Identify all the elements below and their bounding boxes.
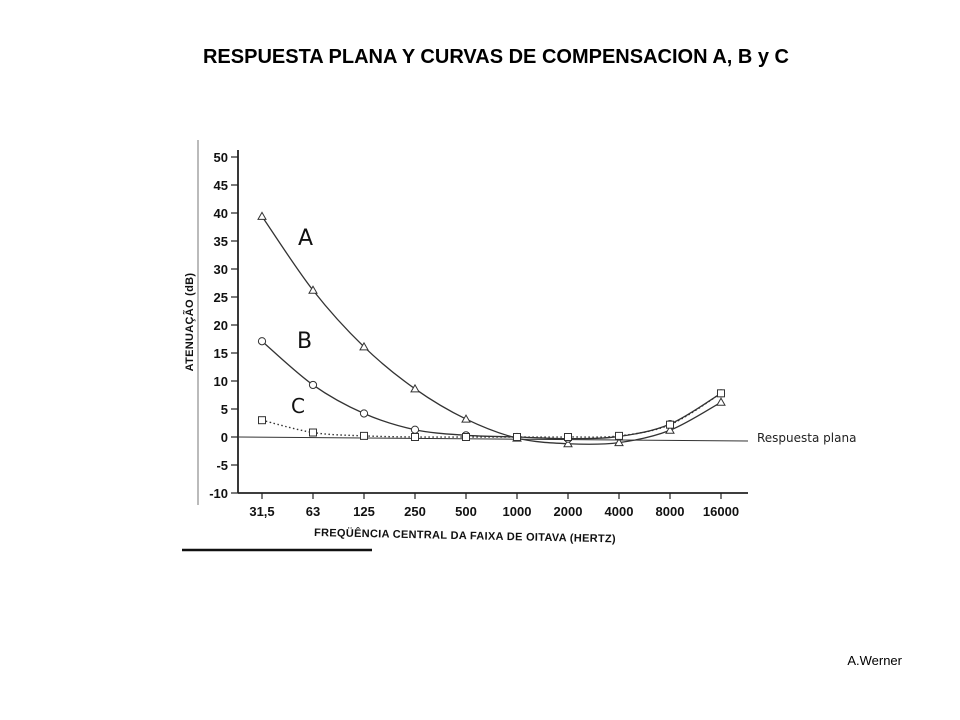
- y-tick-label: 10: [213, 374, 228, 389]
- x-tick-label: 4000: [604, 504, 634, 519]
- y-tick-label: 50: [213, 150, 228, 165]
- curve-label-b: B: [297, 329, 313, 354]
- data-point-b: [309, 381, 316, 388]
- data-point-c: [514, 434, 521, 441]
- x-tick-label: 31,5: [249, 504, 275, 519]
- x-axis-title: FREQÜÊNCIA CENTRAL DA FAIXA DE OITAVA (HERTZ): [313, 527, 617, 546]
- series-a: [258, 212, 725, 446]
- y-tick-label: 20: [213, 318, 228, 333]
- data-point-a: [717, 398, 725, 405]
- x-tick-label: 8000: [655, 504, 685, 519]
- y-axis-title: ATENUAÇÃO (dB): [184, 272, 196, 372]
- data-point-c: [412, 434, 419, 441]
- x-tick-label: 250: [404, 504, 426, 519]
- y-tick-label: 40: [213, 206, 228, 221]
- y-tick-label: 0: [220, 430, 228, 445]
- y-tick-label: 45: [213, 178, 228, 193]
- x-tick-label: 63: [305, 504, 321, 519]
- data-point-b: [258, 338, 265, 345]
- slide-title: RESPUESTA PLANA Y CURVAS DE COMPENSACION A, B y C: [202, 46, 789, 68]
- series-c: [259, 390, 725, 441]
- series-line-b: [262, 341, 721, 438]
- x-tick-labels: [249, 493, 739, 519]
- x-tick-label: 16000: [702, 504, 740, 519]
- series-b: [258, 338, 724, 443]
- data-point-b: [411, 426, 418, 433]
- data-point-a: [258, 212, 266, 219]
- y-tick-label: -10: [209, 486, 228, 501]
- author-credit: A.Werner: [847, 653, 902, 668]
- y-tick-label: 30: [213, 262, 228, 277]
- data-point-c: [616, 432, 623, 439]
- data-point-b: [360, 410, 367, 417]
- y-tick-label: 5: [220, 402, 228, 417]
- y-tick-label: 35: [213, 234, 228, 249]
- data-point-c: [259, 417, 266, 424]
- x-tick-label: 2000: [553, 504, 583, 519]
- series-layer: [258, 212, 725, 446]
- curve-label-a: A: [298, 226, 314, 251]
- curve-label-c: C: [291, 394, 305, 418]
- y-tick-label: 25: [213, 290, 228, 305]
- data-point-c: [667, 421, 674, 428]
- x-tick-label: 1000: [502, 504, 532, 519]
- flat-response-label: Respuesta plana: [757, 431, 857, 445]
- data-point-c: [361, 432, 368, 439]
- x-tick-label: 125: [353, 504, 375, 519]
- y-tick-labels: [209, 150, 238, 501]
- data-point-c: [310, 429, 317, 436]
- data-point-a: [411, 385, 419, 392]
- x-tick-label: 500: [455, 504, 477, 519]
- data-point-c: [565, 434, 572, 441]
- data-point-c: [463, 434, 470, 441]
- y-tick-label: -5: [216, 458, 228, 473]
- y-tick-label: 15: [213, 346, 228, 361]
- data-point-c: [718, 390, 725, 397]
- series-line-a: [262, 216, 721, 444]
- data-point-a: [462, 415, 470, 422]
